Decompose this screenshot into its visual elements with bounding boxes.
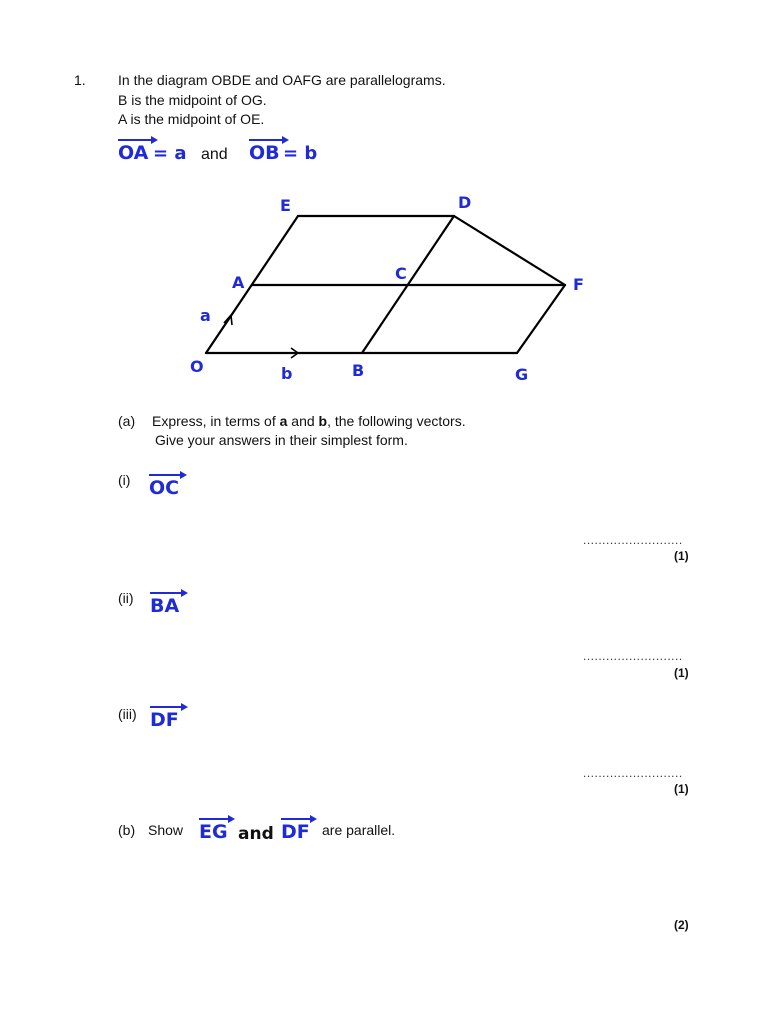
instruction-bold-b: b [318,413,328,429]
answer-line-i[interactable]: .......................... [583,533,683,547]
point-label-e: E [280,196,291,215]
intro-line-2: B is the midpoint of OG. [118,92,267,108]
instruction-text-1: Express, in terms of [152,413,280,429]
point-label-d: D [458,193,472,212]
part-a-iii-label: (iii) [118,706,137,722]
point-label-f: F [573,275,584,294]
vector-df-b-label: DF [281,821,310,843]
part-a-i-label: (i) [118,472,131,488]
part-a-instruction-line2: Give your answers in their simplest form. [155,432,408,448]
vector-oa-value: = a [153,143,187,164]
point-label-c: C [395,264,407,283]
point-label-g: G [515,365,529,384]
part-a-label: (a) [118,413,136,429]
part-b-show-word: Show [148,822,184,838]
instruction-bold-a: a [279,413,288,429]
given-and-word: and [201,146,228,163]
vector-oa-label: OA [118,142,149,164]
vector-label-a: a [200,306,211,325]
line-fg [517,285,565,353]
parallelogram-diagram [0,0,768,400]
point-label-b: B [352,361,365,380]
vector-ba-label: BA [150,595,180,617]
part-b-tail: are parallel. [322,822,396,838]
part-b-label: (b) [118,822,136,838]
point-label-a: A [232,273,245,292]
vector-eg-label: EG [199,821,228,843]
vector-oc [149,471,187,501]
part-a-instruction [152,412,466,431]
vector-df-b [281,815,317,845]
line-df [454,216,565,285]
vector-label-b: b [281,364,293,383]
vector-ob-label: OB [249,142,280,164]
question-number: 1. [74,72,86,88]
vector-df-label: DF [150,709,179,731]
instruction-text-3: , the following vectors. [327,413,466,429]
point-label-o: O [190,357,204,376]
answer-line-ii[interactable]: .......................... [583,649,683,663]
part-a-ii-label: (ii) [118,590,134,606]
part-b-and-word: and [238,824,274,844]
answer-line-iii[interactable]: .......................... [583,766,683,780]
intro-line-1: In the diagram OBDE and OAFG are parallelograms. [118,72,446,88]
vector-oc-label: OC [149,477,180,499]
marks-iii: (1) [674,782,689,796]
instruction-text-2: and [287,413,319,429]
vector-ba [150,589,188,619]
marks-b: (2) [674,918,689,932]
marks-i: (1) [674,549,689,563]
intro-line-3: A is the midpoint of OE. [118,111,265,127]
vector-eg [199,815,235,845]
vector-ob-value: = b [283,143,318,164]
marks-ii: (1) [674,666,689,680]
vector-df [150,703,188,733]
